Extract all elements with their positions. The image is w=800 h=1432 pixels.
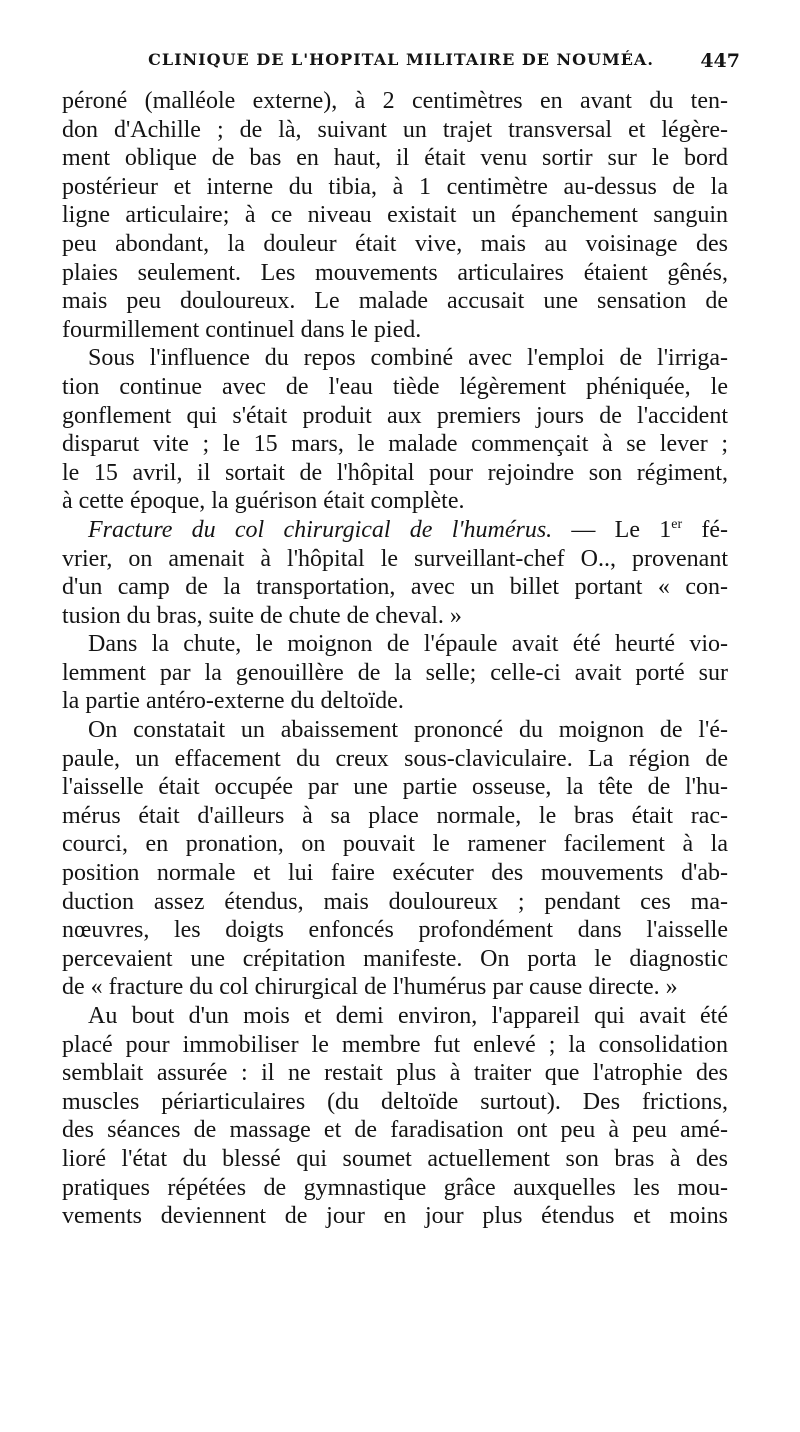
- page-number: 447: [700, 50, 740, 72]
- body-text: [62, 87, 728, 1231]
- text-line: mais peu douloureux. Le malade accusait une sensation de: [62, 288, 728, 315]
- heading-continuation: — Le 1: [552, 516, 672, 543]
- text-line: à cette époque, la guérison était complète.: [62, 488, 465, 515]
- text-line: lemment par la genouillère de la selle; celle-ci avait porté sur: [62, 659, 728, 686]
- text-line: don d'Achille ; de là, suivant un trajet transversal et légère-: [62, 116, 728, 143]
- text-line: paule, un effacement du creux sous-claviculaire. La région de: [62, 745, 728, 772]
- text-line: fourmillement continuel dans le pied.: [62, 316, 422, 343]
- text-line: lioré l'état du blessé qui soumet actuellement son bras à des: [62, 1145, 728, 1172]
- text-line: Dans la chute, le moignon de l'épaule avait été heurté vio-: [88, 631, 728, 658]
- text-line: percevaient une crépitation manifeste. On porta le diagnostic: [62, 945, 728, 972]
- text-line: postérieur et interne du tibia, à 1 centimètre au-dessus de la: [62, 173, 728, 200]
- text-line: muscles périarticulaires (du deltoïde surtout). Des frictions,: [62, 1088, 728, 1115]
- text-line: ligne articulaire; à ce niveau existait un épanchement sanguin: [62, 202, 728, 229]
- text-line: Au bout d'un mois et demi environ, l'appareil qui avait été: [88, 1003, 728, 1029]
- text-line: de « fracture du col chirurgical de l'humérus par cause directe. »: [62, 974, 678, 1001]
- text-line: Sous l'influence du repos combiné avec l'emploi de l'irriga-: [88, 345, 728, 372]
- text-line: péroné (malléole externe), à 2 centimètres en avant du ten-: [62, 88, 728, 114]
- text-line: vrier, on amenait à l'hôpital le surveillant-chef O.., provenant: [62, 545, 728, 572]
- section-heading: Fracture du col chirurgical de l'humérus.: [88, 516, 553, 543]
- text-line: mérus était d'ailleurs à sa place normale, le bras était rac-: [62, 802, 728, 829]
- text-line: la partie antéro-externe du deltoïde.: [62, 688, 404, 715]
- text-line: ment oblique de bas en haut, il était venu sortir sur le bord: [62, 145, 728, 172]
- text-line: semblait assurée : il ne restait plus à traiter que l'atrophie des: [62, 1060, 728, 1087]
- text-line: vements deviennent de jour en jour plus étendus et moins: [62, 1203, 728, 1230]
- text-line: gonflement qui s'était produit aux premiers jours de l'accident: [62, 402, 728, 429]
- text-line: position normale et lui faire exécuter des mouvements d'ab-: [62, 860, 728, 887]
- text-line: nœuvres, les doigts enfoncés profondément dans l'aisselle: [62, 917, 728, 944]
- text-line: disparut vite ; le 15 mars, le malade commençait à se lever ;: [62, 431, 728, 458]
- text-line: le 15 avril, il sortait de l'hôpital pour rejoindre son régiment,: [62, 459, 728, 486]
- text-line: tion continue avec de l'eau tiède légèrement phéniquée, le: [62, 373, 728, 400]
- running-head: [62, 50, 740, 80]
- text-line: l'aisselle était occupée par une partie osseuse, la tête de l'hu-: [62, 774, 728, 801]
- running-title: CLINIQUE DE L'HOPITAL MILITAIRE DE NOUMÉA.: [148, 50, 654, 69]
- text-line: peu abondant, la douleur était vive, mais au voisinage des: [62, 230, 728, 257]
- text-line: plaies seulement. Les mouvements articulaires étaient gênés,: [62, 259, 728, 286]
- heading-tail: fé-: [682, 516, 729, 543]
- text-line: duction assez étendus, mais douloureux ; pendant ces ma-: [62, 888, 728, 915]
- text-line: On constatait un abaissement prononcé du moignon de l'é-: [88, 717, 728, 744]
- section-heading-line: [62, 516, 728, 545]
- text-line: pratiques répétées de gymnastique grâce auxquelles les mou-: [62, 1174, 728, 1201]
- text-line: courci, en pronation, on pouvait le ramener facilement à la: [62, 831, 728, 858]
- text-line: des séances de massage et de faradisation ont peu à peu amé-: [62, 1117, 728, 1144]
- ordinal-superscript: er: [671, 516, 683, 532]
- text-line: placé pour immobiliser le membre fut enlevé ; la consolidation: [62, 1031, 728, 1058]
- text-line: tusion du bras, suite de chute de cheval. »: [62, 602, 462, 629]
- text-line: d'un camp de la transportation, avec un billet portant « con-: [62, 574, 728, 601]
